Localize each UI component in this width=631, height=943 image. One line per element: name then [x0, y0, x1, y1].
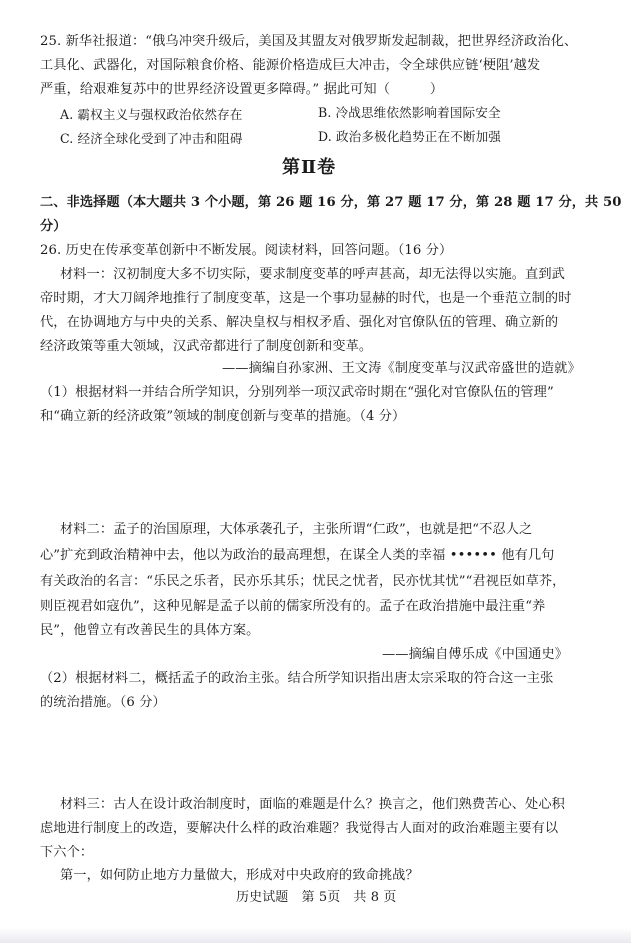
page-footer: 历史试题 第 5页 共 8 页 [236, 890, 397, 905]
material-1-line-1: 材料一：汉初制度大多不切实际，要求制度变革的呼声甚高，却无法得以实施。直到武 [60, 267, 565, 282]
q26-sub1-line-2: 和“确立新的经济政策”领域的制度创新与变革的措施。（4 分） [40, 409, 406, 424]
material-3-line-1: 材料三：古人在设计政治制度时，面临的难题是什么？换言之，他们熟费苦心、处心积 [60, 797, 565, 812]
q25-option-d: D. 政治多极化趋势正在不断加强 [318, 129, 501, 144]
material-2-line-3: 有关政治的名言：“乐民之乐者，民亦乐其乐；忧民之忧者，民亦忧其忧”“君视臣如草芥， [40, 574, 566, 589]
part2-title: 第Ⅱ卷 [282, 157, 337, 178]
material-1-line-4: 经济政策等重大领域，汉武帝都进行了制度创新和变革。 [40, 339, 373, 354]
q26-sub2-line-1: （2）根据材料二，概括孟子的政治主张。结合所学知识指出唐太宗采取的符合这一主张 [40, 671, 554, 686]
q25-stem-line-3: 严重，给艰难复苏中的世界经济设置更多障碍。” 据此可知（ ） [40, 82, 444, 97]
q25-option-c: C. 经济全球化受到了冲击和阻碍 [60, 131, 243, 146]
material-2-line-1: 材料二：孟子的治国原理，大体承袭孔子，主张所谓“仁政”，也就是把“不忍人之 [60, 522, 533, 537]
section-header-line-1: 二、非选择题（本大题共 3 个小题，第 26 题 16 分，第 27 题 17 分，第 28 题 17 分，共 50 [40, 195, 622, 210]
material-2-line-2: 心”扩充到政治精神中去，他以为政治的最高理想，在谋全人类的幸福 •••••• 他有几句 [40, 548, 555, 563]
page-bottom-edge [0, 928, 631, 943]
q25-stem-line-2: 工具化、武器化，对国际粮食价格、能源价格造成巨大冲击，令全球供应链‘梗阻’越发 [40, 58, 541, 73]
material-3-line-4: 第一，如何防止地方力量做大，形成对中央政府的致命挑战？ [60, 868, 419, 883]
q25-option-a: A. 霸权主义与强权政治依然存在 [60, 107, 243, 122]
section-header-line-2: 分） [40, 219, 67, 234]
material-1-source: ——摘编自孙家洲、王文涛《制度变革与汉武帝盛世的造就》 [222, 361, 581, 376]
q26-sub1-line-1: （1）根据材料一并结合所学知识，分别列举一项汉武帝时期在“强化对官僚队伍的管理” [40, 385, 554, 400]
material-2-line-5: 民”，他曾立有改善民生的具体方案。 [40, 623, 260, 638]
material-2-line-4: 则臣视君如寇仇”，这种见解是孟子以前的儒家所没有的。孟子在政治措施中最注重“养 [40, 599, 546, 614]
material-1-line-2: 帝时期，才大刀阔斧地推行了制度变革，这是一个事功显赫的时代，也是一个垂范立制的时 [40, 291, 572, 306]
material-3-line-3: 下六个： [40, 845, 94, 860]
q26-intro: 26. 历史在传承变革创新中不断发展。阅读材料，回答问题。（16 分） [40, 243, 453, 258]
q25-stem-line-1: 25. 新华社报道：“俄乌冲突升级后，美国及其盟友对俄罗斯发起制裁，把世界经济政治化、 [40, 34, 578, 49]
q26-sub2-line-2: 的统治措施。（6 分） [40, 695, 166, 710]
q25-option-b: B. 冷战思维依然影响着国际安全 [318, 105, 501, 120]
material-3-line-2: 虑地进行制度上的改造，要解决什么样的政治难题？我觉得古人面对的政治难题主要有以 [40, 821, 559, 836]
material-2-source: ——摘编自傅乐成《中国通史》 [382, 647, 569, 662]
material-1-line-3: 代，在协调地方与中央的关系、解决皇权与相权矛盾、强化对官僚队伍的管理、确立新的 [40, 315, 559, 330]
